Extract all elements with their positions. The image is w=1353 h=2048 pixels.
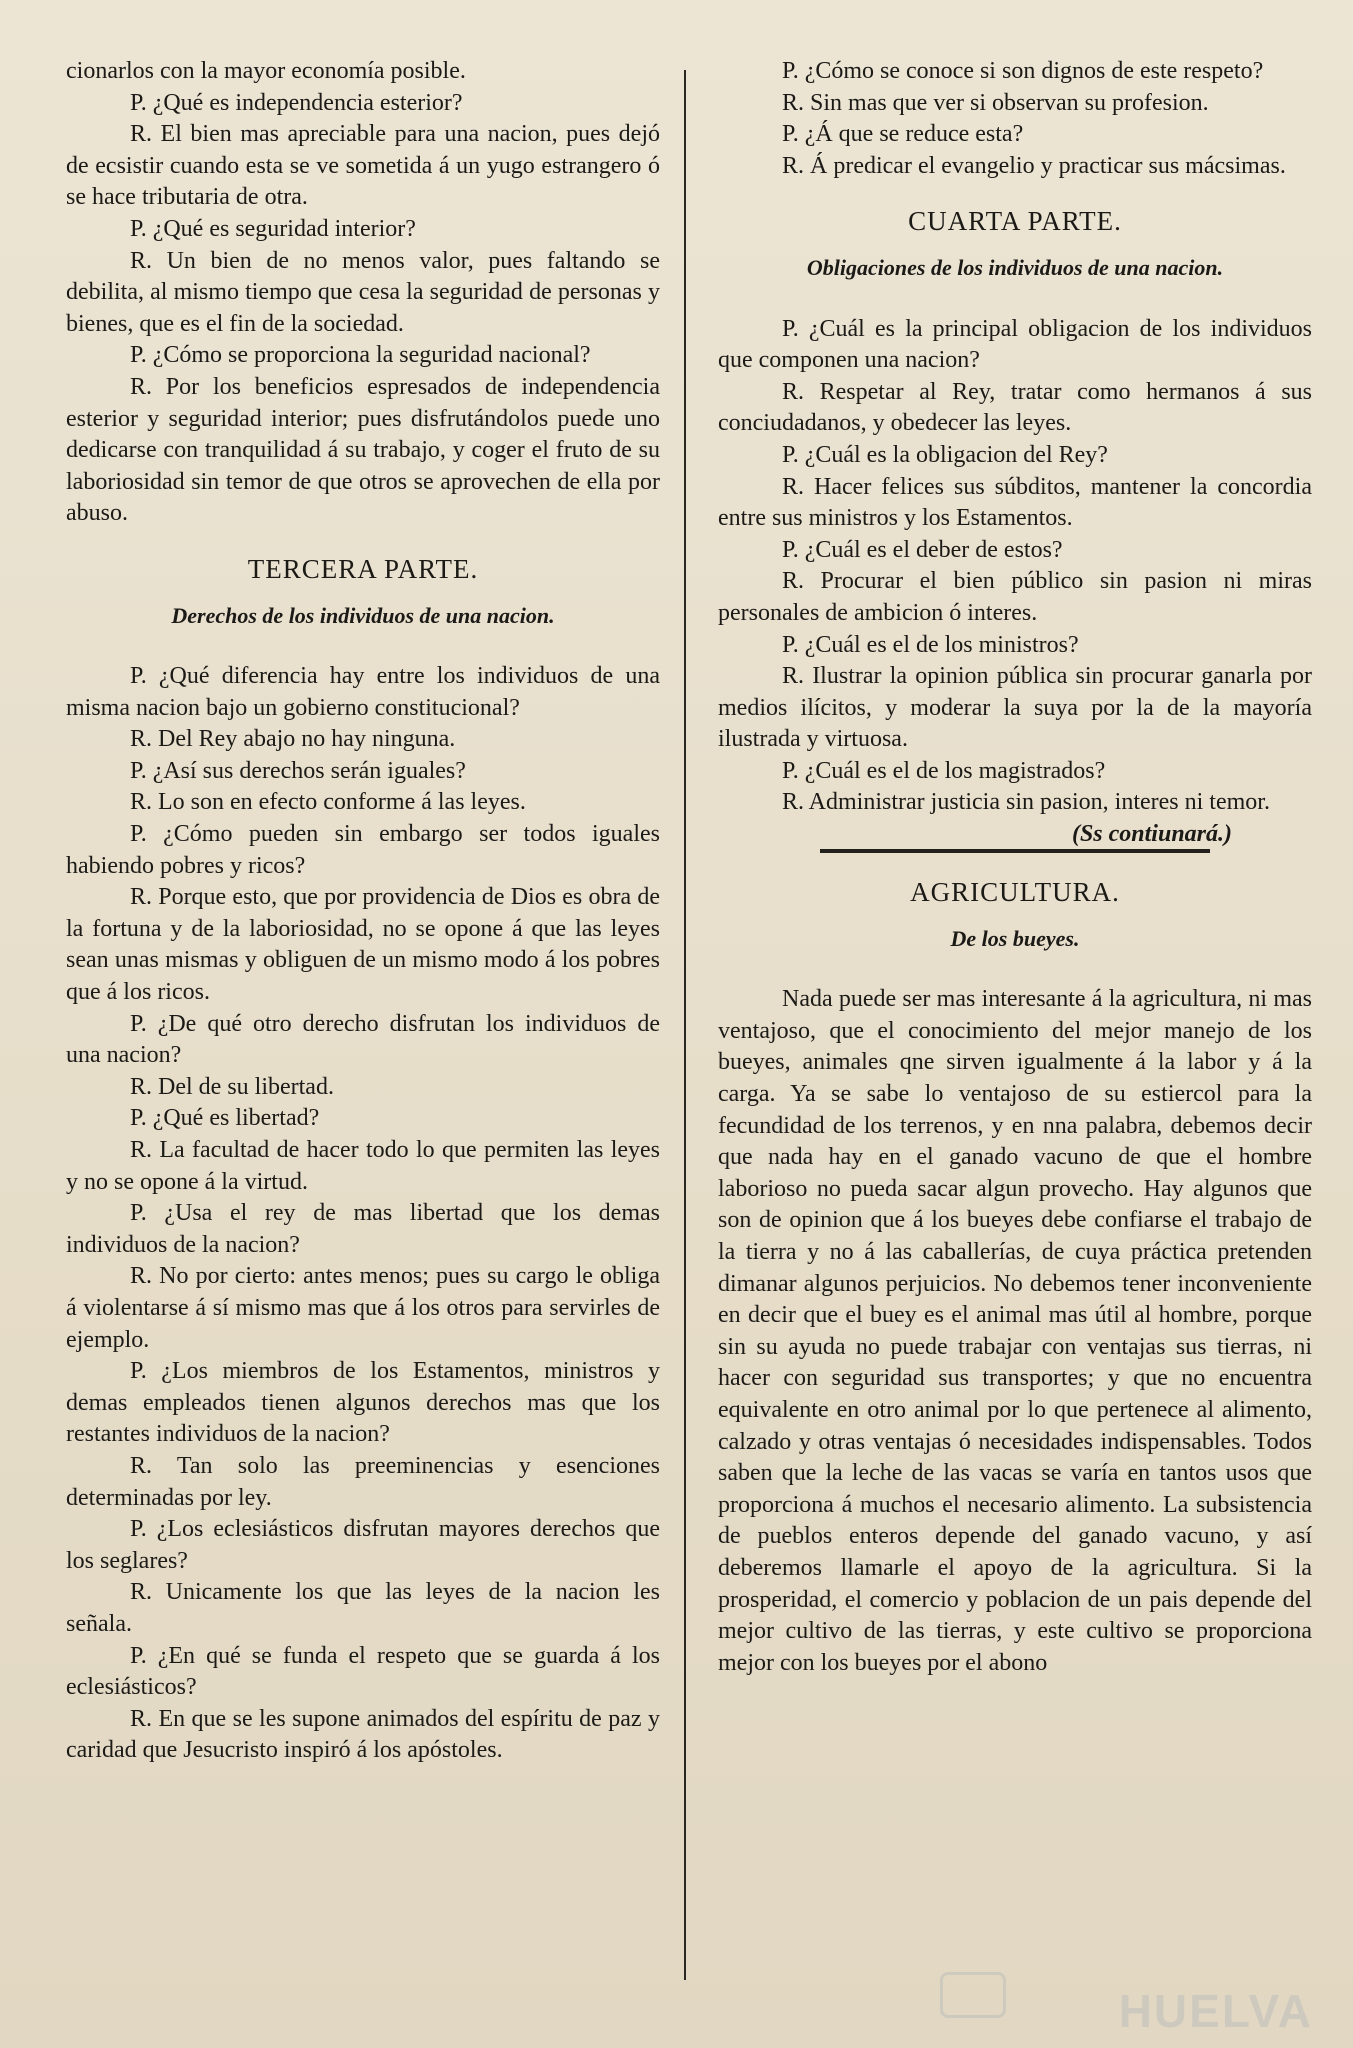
answer: R. La facultad de hacer todo lo que permiten las leyes y no se opone á la virtud. [66, 1137, 660, 1195]
question: P. ¿Cuál es la principal obligacion de los individuos que componen una nacion? [718, 315, 1312, 374]
question: P. ¿De qué otro derecho disfrutan los individuos de una nacion? [66, 1010, 660, 1069]
question: P. ¿Cuál es el de los magistrados? [782, 757, 1106, 784]
section-heading-cuarta: CUARTA PARTE. [908, 206, 1122, 237]
answer: R. Á predicar el evangelio y practicar sus mácsimas. [782, 152, 1286, 179]
question: P. ¿En qué se funda el respeto que se guarda á los eclesiásticos? [66, 1642, 660, 1701]
answer: R. El bien mas apreciable para una nacion, pues dejó de ecsistir cuando esta se ve sometida á un yugo estrangero ó se hace tributaria de otra. [66, 121, 660, 211]
answer: R. Procurar el bien público sin pasion ni miras personales de ambicion ó interes. [718, 568, 1312, 626]
question: P. ¿Los eclesiásticos disfrutan mayores derechos que los seglares? [66, 1516, 660, 1574]
body-paragraph: Nada puede ser mas interesante á la agricultura, ni mas ventajoso, que el conocimiento del mejor manejo de los bueyes, animales qne sirven igualmente á la labor y á la carga. Ya se sabe lo ventajoso de su estiercol para la fecundidad de los terrenos, y en nna palabra, debemos decir que nada hay en el ganado vacuno de que el hombre laborioso no pueda sacar algun provecho. Hay algunos que son de opinion que á los bueyes debe confiarse el trabajo de la tierra y no á las caballerías, de cuya práctica pretenden dimanar algunos perjuicios. No debemos tener inconveniente en decir que el buey es el animal mas útil al hombre, porque sin su ayuda no puede trabajar con ventajas sus tierras, ni hacer con seguridad sus transportes; y que no encuentra equivalente en otro animal por lo que pertenece al alimento, calzado y otras ventajas ó necesidades indispensables. Todos saben que la leche de las vacas se varía en tantos usos que proporciona á muchos el necesario alimento. La subsistencia de pueblos enteros depende del ganado vacuno, y así deberemos llamarle el apoyo de la agricultura. Si la prosperidad, el comercio y poblacion de un pais depende del mejor cultivo de las tierras, y este cultivo se proporciona mejor con los bueyes por el abono [718, 986, 1312, 1676]
section-subheading: Obligaciones de los individuos de una nacion. [806, 254, 1224, 280]
question: P. ¿Cómo se conoce si son dignos de este respeto? [782, 58, 1264, 84]
question: P. ¿Qué es seguridad interior? [130, 215, 416, 242]
section-subheading: Derechos de los individuos de una nacion. [171, 602, 555, 628]
question: P. ¿Así sus derechos serán iguales? [130, 757, 466, 784]
continuation-note: (Ss contiunará.) [1071, 821, 1232, 848]
answer: R. Hacer felices sus súbditos, mantener la concordia entre sus ministros y los Estamentos. [718, 473, 1312, 532]
left-column [66, 56, 660, 1767]
question: P. ¿Cuál es el de los ministros? [782, 631, 1079, 658]
answer: R. Del Rey abajo no hay ninguna. [130, 726, 456, 753]
right-column [718, 56, 1312, 1679]
question: P. ¿Cómo pueden sin embargo ser todos iguales habiendo pobres y ricos? [66, 821, 660, 879]
section-heading-agricultura: AGRICULTURA. [910, 877, 1120, 908]
answer: R. Tan solo las preeminencias y esenciones determinadas por ley. [66, 1452, 660, 1511]
question: P. ¿Cuál es la obligacion del Rey? [782, 441, 1108, 468]
watermark: HUELVA [1118, 1985, 1313, 2037]
answer: R. Ilustrar la opinion pública sin procurar ganarla por medios ilícitos, y moderar la suya por la de la mayoría ilustrada y virtuosa. [718, 663, 1312, 753]
column-divider [684, 70, 686, 1980]
question: P. ¿Usa el rey de mas libertad que los demas individuos de la nacion? [66, 1200, 660, 1258]
answer: R. Un bien de no menos valor, pues faltando se debilita, al mismo tiempo que cesa la seguridad de personas y bienes, que es el fin de la sociedad. [66, 247, 660, 337]
answer: R. Del de su libertad. [130, 1073, 334, 1100]
library-stamp-icon [940, 1972, 1006, 2018]
answer: R. No por cierto: antes menos; pues su cargo le obliga á violentarse á sí mismo mas que á los otros para servirles de ejemplo. [66, 1263, 660, 1353]
question: P. ¿Qué diferencia hay entre los individuos de una misma nacion bajo un gobierno constitucional? [66, 663, 660, 721]
answer-with-continuation [718, 787, 1312, 848]
question: P. ¿Los miembros de los Estamentos, ministros y demas empleados tienen algunos derechos mas que los restantes individuos de la nacion? [66, 1358, 660, 1448]
answer: R. Respetar al Rey, tratar como hermanos á sus conciudadanos, y obedecer las leyes. [718, 378, 1312, 437]
answer: R. Unicamente los que las leyes de la nacion les señala. [66, 1579, 660, 1637]
question: P. ¿Qué es libertad? [130, 1105, 320, 1132]
answer: R. Sin mas que ver si observan su profesion. [782, 89, 1209, 116]
answer: R. Lo son en efecto conforme á las leyes. [130, 789, 526, 816]
answer: R. Por los beneficios espresados de independencia esterior y seguridad interior; pues disfrutándolos puede uno dedicarse con tranquilidad á su trabajo, y coger el fruto de su laboriosidad sin temor de que otros se aprovechen de ella por abuso. [66, 373, 660, 527]
answer: R. En que se les supone animados del espíritu de paz y caridad que Jesucristo inspiró á los apóstoles. [66, 1705, 660, 1764]
question: P. ¿Qué es independencia esterior? [130, 89, 463, 116]
question: P. ¿Á que se reduce esta? [782, 121, 1024, 148]
answer: R. Porque esto, que por providencia de Dios es obra de la fortuna y de la laboriosidad, no se opone á que las leyes sean unas mismas y obliguen de un mismo modo á los pobres que á los ricos. [66, 884, 660, 1006]
section-heading-tercera: TERCERA PARTE. [247, 553, 479, 584]
question: P. ¿Cómo se proporciona la seguridad nacional? [130, 342, 591, 369]
question: P. ¿Cuál es el deber de estos? [782, 536, 1063, 563]
answer: R. Administrar justicia sin pasion, interes ni temor. [782, 789, 1270, 816]
paragraph: cionarlos con la mayor economía posible. [66, 58, 466, 84]
section-subheading: De los bueyes. [950, 925, 1080, 951]
